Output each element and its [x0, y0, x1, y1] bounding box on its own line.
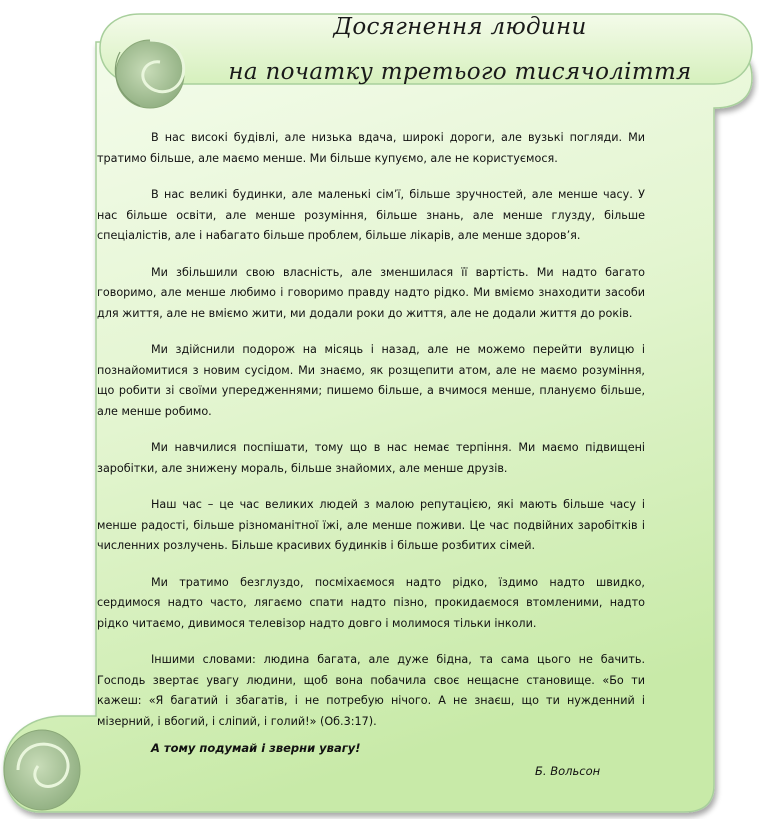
paragraph: В нас великі будинки, але маленькі сім’ї, більше зручностей, але менше часу. У нас більше освіти, але менше розуміння, більше знань, але менше глузду, більше спеціалістів, але і набагато більше проблем, більше лікарів, але менше здоров’я. — [97, 188, 645, 242]
paragraph: Ми тратимо безглуздо, посміхаємося надто рідко, їздимо надто швидко, сердимося надто часто, лягаємо спати надто пізно, прокидаємося втомленими, надто рідко читаємо, дивимося телевізор надто довго і молимося тільки інколи. — [97, 575, 645, 630]
signature: Б. Вольсон — [535, 764, 601, 778]
paragraph: Ми збільшили свою власність, але зменшилася її вартість. Ми надто багато говоримо, але менше любимо і говоримо правду надто рідко. Ми вміємо знаходити засоби для життя, але не вміємо жити, ми додали роки до життя, але не додали життя до років. — [97, 265, 645, 320]
paragraph: В нас високі будівлі, але низька вдача, широкі дороги, але вузькі погляди. Ми тратимо більше, але маємо менше. Ми більше купуємо, але не користуємося. — [97, 131, 645, 165]
closing-line: А тому подумай і зверни увагу! — [151, 741, 361, 755]
bottom-left-curl — [4, 730, 80, 810]
paragraph: Ми навчилися поспішати, тому що в нас немає терпіння. Ми маємо підвищені заробітки, але знижену мораль, більше знайомих, але менше друзів. — [97, 441, 645, 475]
paragraph: Наш час – це час великих людей з малою репутацією, які мають більше часу і менше радості, більше різноманітної їжі, але менше поживи. Це час подвійних заробітків і численних розлучень. Більше красивих будинків і більше розбитих сімей. — [97, 498, 645, 552]
body-text — [97, 128, 645, 748]
paragraph: Ми здійснили подорож на місяць і назад, але не можемо перейти вулицю і познайомитися з новим сусідом. Ми знаємо, як розщепити атом, але не маємо розуміння, що робити зі своїми упередженнями; пишемо більше, а вчимося менше, плануємо більше, але менше робимо. — [97, 343, 645, 418]
top-left-curl — [115, 40, 184, 108]
paragraph: Іншими словами: людина багата, але дуже бідна, та сама цього не бачить. Господь звертає увагу людини, щоб вона побачила своє нещасне становище. «Бо ти кажеш: «Я багатий і збагатів, і не потребую нічого. А не знаєш, що ти нужденний і мізерний, і вбогий, і сліпий, і голий!» (Об.3:17). — [97, 653, 645, 728]
title-line-2: на початку третього тисячоліття — [228, 59, 692, 85]
title-line-1: Досягнення людини — [333, 14, 587, 40]
